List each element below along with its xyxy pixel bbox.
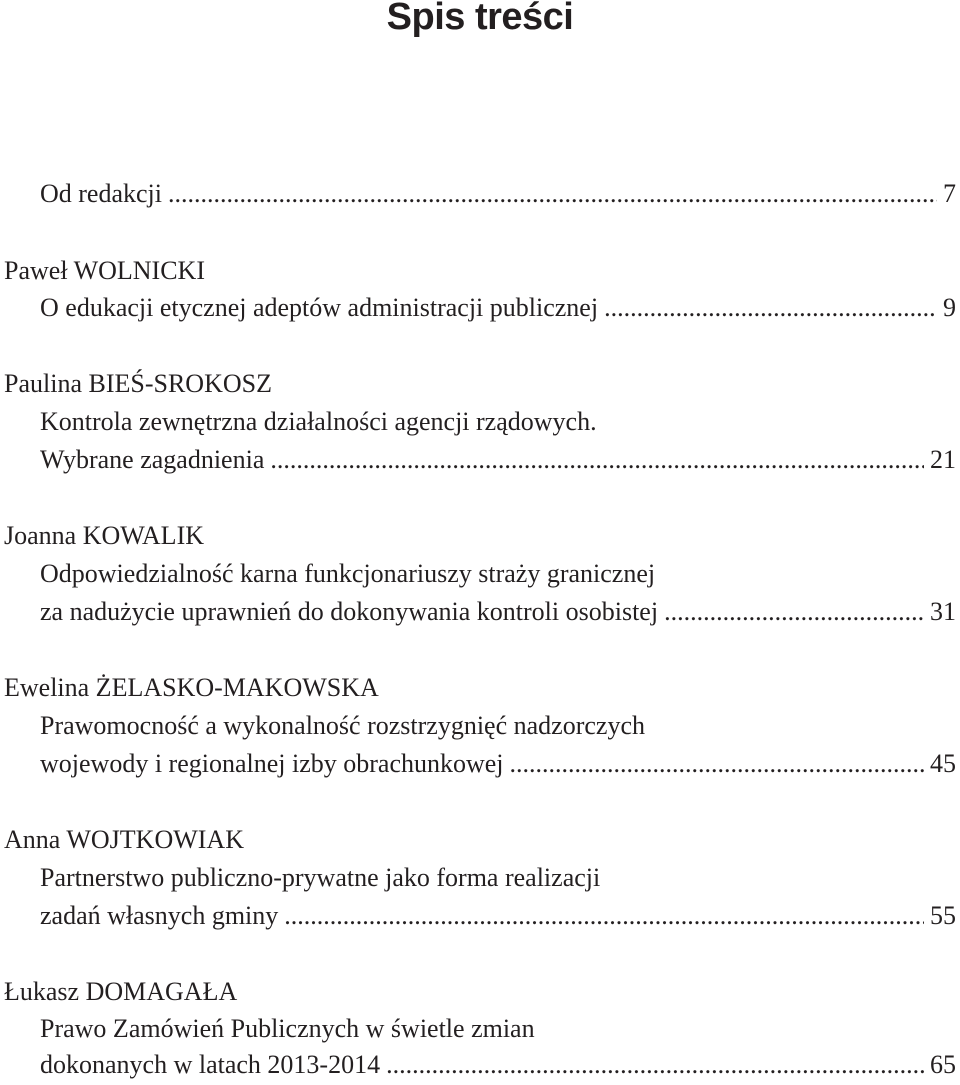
page-number: 55 bbox=[930, 901, 956, 930]
toc-author: Łukasz DOMAGAŁA bbox=[4, 977, 238, 1006]
toc-entry-title: Kontrola zewnętrzna działalności agencji rządowych. bbox=[40, 407, 597, 436]
toc-entry-title: Partnerstwo publiczno-prywatne jako forma realizacji bbox=[40, 863, 601, 892]
toc-entry-title: dokonanych w latach 2013-2014 bbox=[40, 1050, 381, 1079]
toc-entry-line[interactable] bbox=[40, 592, 956, 632]
toc-entry-title: Prawomocność a wykonalność rozstrzygnięć nadzorczych bbox=[40, 711, 645, 740]
toc-entry-line[interactable] bbox=[40, 174, 956, 214]
dot-leader bbox=[604, 288, 937, 328]
toc-entry-line[interactable] bbox=[40, 896, 956, 936]
page-title: Spis treści bbox=[386, 0, 574, 38]
toc-entry-line[interactable] bbox=[40, 744, 956, 784]
toc-author: Joanna KOWALIK bbox=[4, 521, 205, 550]
toc-entry-line[interactable] bbox=[40, 288, 956, 328]
toc-entry-line[interactable] bbox=[40, 1045, 956, 1085]
dot-leader bbox=[664, 592, 924, 632]
toc-author: Paweł WOLNICKI bbox=[4, 256, 205, 285]
dot-leader bbox=[284, 896, 924, 936]
toc-entry-title: zadań własnych gminy bbox=[40, 901, 279, 930]
page-number: 45 bbox=[930, 749, 956, 778]
dot-leader bbox=[270, 440, 924, 480]
page-number: 9 bbox=[943, 293, 956, 322]
toc-entry-title: za nadużycie uprawnień do dokonywania kontroli osobistej bbox=[40, 597, 659, 626]
page-number: 7 bbox=[943, 179, 956, 208]
toc-author: Anna WOJTKOWIAK bbox=[4, 825, 244, 854]
dot-leader bbox=[510, 744, 924, 784]
page-number: 65 bbox=[930, 1050, 956, 1079]
toc-author: Ewelina ŻELASKO-MAKOWSKA bbox=[4, 673, 379, 702]
toc-entry-title: Wybrane zagadnienia bbox=[40, 445, 265, 474]
toc-entry-title: Odpowiedzialność karna funkcjonariuszy straży granicznej bbox=[40, 559, 656, 588]
toc-entry-line[interactable] bbox=[40, 440, 956, 480]
page-number: 31 bbox=[930, 597, 956, 626]
toc-entry-title: wojewody i regionalnej izby obrachunkowej bbox=[40, 749, 504, 778]
toc-entry-title: Od redakcji bbox=[40, 179, 163, 208]
dot-leader bbox=[168, 174, 937, 214]
page-number: 21 bbox=[930, 445, 956, 474]
dot-leader bbox=[386, 1045, 924, 1085]
toc-entry-title: O edukacji etycznej adeptów administracji publicznej bbox=[40, 293, 599, 322]
toc-author: Paulina BIEŚ-SROKOSZ bbox=[4, 369, 272, 398]
toc-entry-title: Prawo Zamówień Publicznych w świetle zmian bbox=[40, 1014, 535, 1043]
